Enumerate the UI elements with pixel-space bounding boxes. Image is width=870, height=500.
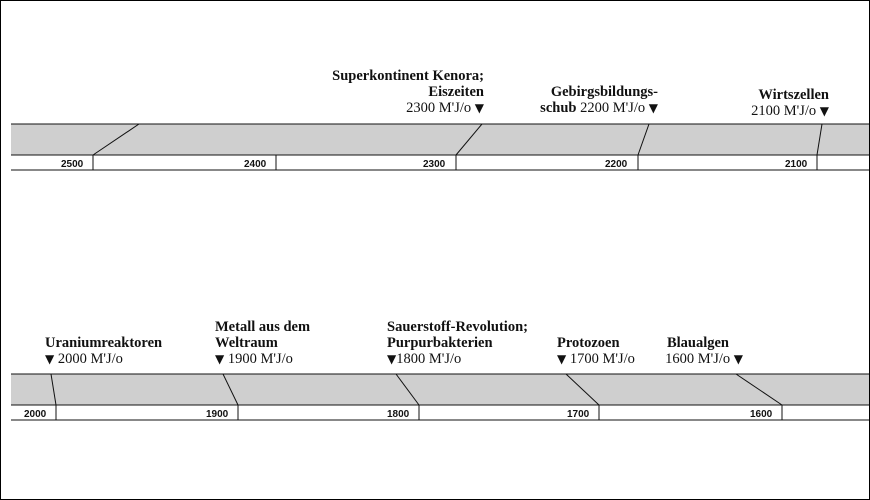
triangle-down-icon: ▼ (733, 352, 743, 366)
event-title-line: Weltraum (215, 335, 278, 351)
event-title-line: Sauerstoff-Revolution; (387, 319, 528, 335)
triangle-down-icon: ▼ (387, 352, 397, 366)
timeline-band-2 (11, 374, 869, 420)
event-title-line: Metall aus dem (215, 319, 311, 335)
event-title-line: Wirtszellen (758, 87, 829, 103)
event-value: 2000 M'J/o (57, 351, 123, 367)
event-value: 1600 M'J/o (665, 351, 731, 367)
event-title-line: Blaualgen (666, 335, 729, 351)
triangle-down-icon: ▼ (819, 104, 829, 118)
triangle-down-icon: ▼ (474, 101, 484, 115)
event-annotation-metall (215, 319, 310, 367)
event-title-line: Uraniumreaktoren (45, 335, 163, 351)
event-value: 1700 M'J/o (569, 351, 635, 367)
event-title-line: Purpurbakterien (387, 335, 493, 351)
band-2-fill (11, 374, 869, 405)
triangle-down-icon: ▼ (557, 352, 567, 366)
event-title-line: Gebirgsbildungs- (550, 84, 658, 100)
event-title-line: Eiszeiten (428, 84, 484, 100)
tick-label: 1600 (750, 409, 773, 420)
event-annotation-blaualgen (665, 335, 743, 367)
event-annotation-gebirgsbildung (540, 84, 658, 116)
event-annotation-kenora (332, 68, 484, 116)
event-value: 1800 M'J/o (396, 351, 462, 367)
event-annotation-protozoen (557, 335, 635, 367)
timeline-band-1 (11, 124, 869, 170)
triangle-down-icon: ▼ (215, 352, 225, 366)
tick-label: 2200 (605, 159, 628, 170)
event-value: 1900 M'J/o (227, 351, 293, 367)
tick-label: 2000 (24, 409, 47, 420)
event-title-line: schub (540, 100, 577, 116)
tick-label: 1800 (387, 409, 410, 420)
band-1-fill (11, 124, 869, 155)
event-annotation-uraniumreaktoren (45, 335, 162, 367)
tick-label: 2100 (785, 159, 808, 170)
event-annotation-sauerstoff (387, 319, 528, 367)
event-annotation-wirtszellen (751, 87, 829, 119)
tick-label: 2500 (61, 159, 84, 170)
triangle-down-icon: ▼ (648, 101, 658, 115)
tick-label: 2300 (423, 159, 446, 170)
event-value: 2100 M'J/o (751, 103, 817, 119)
event-value: 2300 M'J/o (406, 100, 472, 116)
tick-label: 1700 (567, 409, 590, 420)
tick-label: 1900 (206, 409, 229, 420)
event-title-line: Protozoen (557, 335, 620, 351)
triangle-down-icon: ▼ (45, 352, 55, 366)
event-title-line: Superkontinent Kenora; (332, 68, 484, 84)
tick-label: 2400 (244, 159, 267, 170)
event-value: 2200 M'J/o (580, 100, 646, 116)
